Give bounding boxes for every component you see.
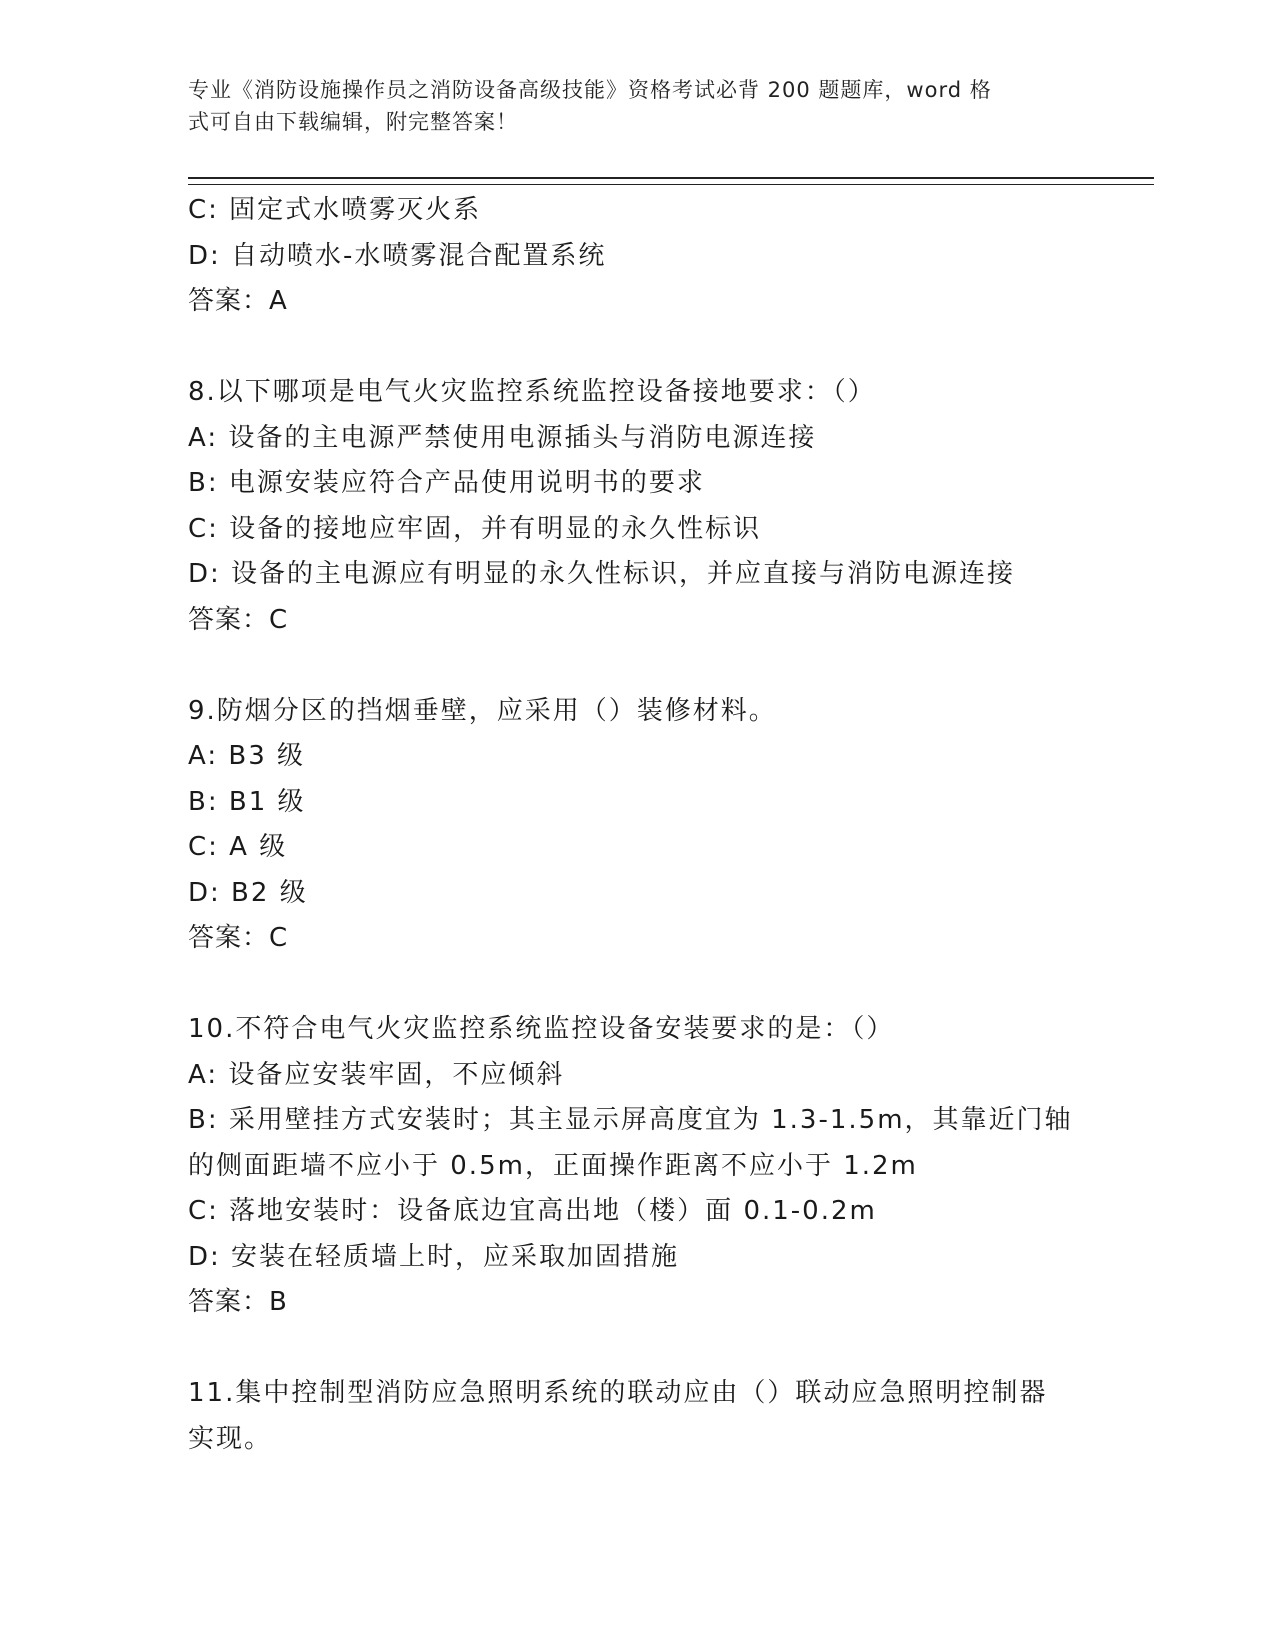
spacer (188, 962, 1108, 1008)
option-c: C: 落地安装时：设备底边宜高出地（楼）面 0.1-0.2m (188, 1196, 877, 1226)
header-title-line-1: 专业《消防设施操作员之消防设备高级技能》资格考试必背 200 题题库，word 格 (188, 78, 992, 102)
header-divider-thin (188, 184, 1154, 185)
document-header (188, 74, 1068, 138)
spacer (188, 325, 1108, 371)
question-stem: 9.防烟分区的挡烟垂壁，应采用（）装修材料。 (188, 695, 777, 726)
header-divider-thick (188, 177, 1154, 179)
answer: 答案：C (188, 923, 289, 953)
option-b-line-2: 的侧面距墙不应小于 0.5m，正面操作距离不应小于 1.2m (188, 1150, 918, 1181)
option-b-line-1: B: 采用壁挂方式安装时；其主显示屏高度宜为 1.3-1.5m，其靠近门轴 (188, 1105, 1073, 1135)
question-block-11 (188, 1371, 1108, 1462)
header-title-line-2: 式可自由下载编辑，附完整答案！ (188, 110, 518, 134)
question-block-9 (188, 689, 1108, 962)
question-list (188, 188, 1108, 1462)
option-a: A: B3 级 (188, 741, 305, 771)
spacer (188, 1326, 1108, 1372)
option-b: B: B1 级 (188, 786, 306, 817)
option-a: A: 设备应安装牢固，不应倾斜 (188, 1059, 565, 1090)
option-c: C: 设备的接地应牢固，并有明显的永久性标识 (188, 513, 762, 544)
answer: 答案：A (188, 286, 288, 316)
option-c: C: 固定式水喷雾灭火系 (188, 195, 482, 225)
option-d: D: 安装在轻质墙上时，应采取加固措施 (188, 1241, 680, 1272)
question-stem-line-2: 实现。 (188, 1423, 273, 1454)
option-c: C: A 级 (188, 832, 288, 862)
option-d: D: 自动喷水-水喷雾混合配置系统 (188, 240, 607, 271)
question-stem: 8.以下哪项是电气火灾监控系统监控设备接地要求：（） (188, 377, 876, 407)
question-stem-line-1: 11.集中控制型消防应急照明系统的联动应由（）联动应急照明控制器 (188, 1378, 1048, 1408)
option-b: B: 电源安装应符合产品使用说明书的要求 (188, 468, 705, 498)
option-a: A: 设备的主电源严禁使用电源插头与消防电源连接 (188, 422, 817, 453)
option-d: D: B2 级 (188, 877, 308, 908)
spacer (188, 643, 1108, 689)
question-stem: 10.不符合电气火灾监控系统监控设备安装要求的是：（） (188, 1014, 895, 1044)
question-block-10 (188, 1007, 1108, 1326)
question-block-8 (188, 370, 1108, 643)
answer: 答案：B (188, 1287, 288, 1317)
answer: 答案：C (188, 604, 289, 635)
option-d: D: 设备的主电源应有明显的永久性标识，并应直接与消防电源连接 (188, 559, 1016, 589)
question-block-7 (188, 188, 1108, 325)
